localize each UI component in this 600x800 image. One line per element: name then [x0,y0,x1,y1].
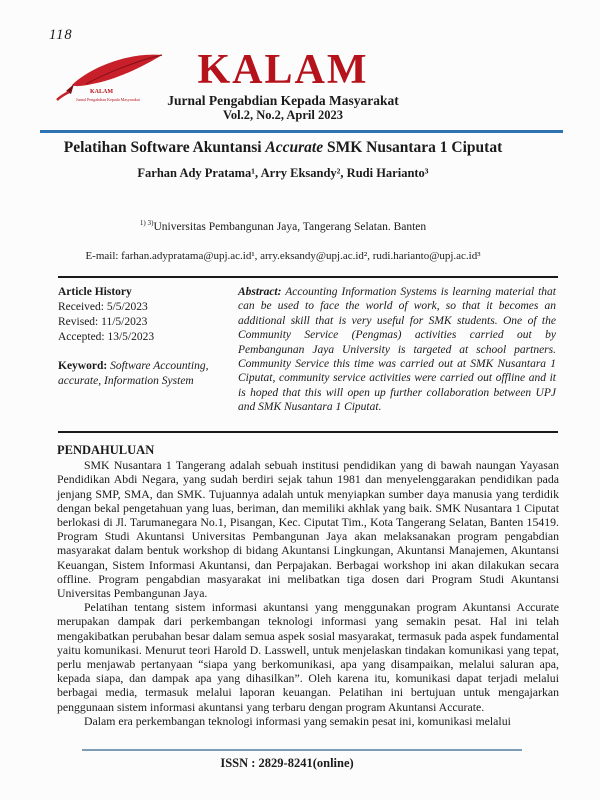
history-accepted: Accepted: 13/5/2023 [58,331,155,343]
article-history-heading: Article History [58,286,132,298]
logo-tagline: Jurnal Pengabdian Kepada Masyarakat [76,97,140,102]
body-paragraph: Pelatihan tentang sistem informasi akuntansi yang menggunakan program Akuntansi Accurate merupakan dampak dari perkembangan teknologi informasi yang semakin pesat. Hal ini telah mengakibatkan perubahan besar dalam semua aspek sosial masyarakat, termasuk pada aspek fundamental yaitu komunikasi. Menurut teori Harold D. Lasswell, untuk menjelaskan tindakan komunikasi yang tepat, perlu menjawab pertanyaan “siapa yang berkomunikasi, apa yang disampaikan, melalui saluran apa, kepada siapa, dan dampak apa yang dihasilkan”. Oleh karena itu, komunikasi dapat terjadi melalui berbagai media, termasuk melalui laporan keuangan. Pelatihan ini bertujuan untuk mengajarkan penggunaan sistem informasi akuntansi yang terbaru dengan program Akuntansi Accurate. [57,600,559,714]
article-title [0,139,566,157]
footer-divider [82,749,522,751]
article-meta-table [58,276,558,433]
body-paragraph: Dalam era perkembangan teknologi informasi yang semakin pesat ini, komunikasi melalui [84,713,511,728]
abstract-column [230,285,558,431]
keyword-label: Keyword: [58,360,108,372]
abstract-text: Accounting Information Systems is learning material that can be used to face the world of work, so that it becomes an additional skill that is very useful for SMK students. One of the Community Service (Pengmas) activities carried out by Pembangunan Jaya University is targeted at school partners. Community Service this time was carried out at SMK Nusantara 1 Ciputat, community service activities were carried out offline and it is hoped that this will open up further collaboration between UPJ and SMK Nusantara 1 Ciputat. [238,286,556,414]
abstract-label: Abstract: [238,286,282,298]
affiliation-superscript: 1) 3) [139,219,154,228]
issn-footer: ISSN : 2829-8241(online) [220,756,354,770]
author-line: Farhan Ady Pratama¹, Arry Eksandy², Rudi Harianto³ [137,166,429,180]
journal-title: KALAM [197,47,369,93]
body-paragraph: SMK Nusantara 1 Tangerang adalah sebuah institusi pendidikan yang di bawah naungan Yayasan Pendidikan Abdi Negara, yang sudah berdiri sejak tahun 1981 dan menyelenggarakan pendidikan pada jenjang SMP, SMA, dan SMK. Tujuannya adalah untuk menyiapkan sumber daya manusia yang terdidik dengan bekal pengetahuan yang luas, beriman, dan memiliki akhlak yang baik. SMK Nusantara 1 Ciputat berlokasi di Jl. Tarumanegara No.1, Pisangan, Kec. Ciputat Tim., Kota Tangerang Selatan, Banten 15419. Program Studi Akuntansi Universitas Pembangunan Jaya akan melaksanakan program pengabdian masyarakat dalam bentuk workshop di bidang Akuntansi Lingkungan, Akuntansi Manajemen, Akuntansi Keuangan, Sistem Informasi Akuntansi, dan Perpajakan. Berbagai workshop ini akan dilakukan secara offline. Program pengabdian masyarakat ini melibatkan tiga dosen dari Program Studi Akuntansi Universitas Pembangunan Jaya. [57,458,559,601]
article-title-pre: Pelatihan Software Akuntansi [63,139,262,156]
affiliation-text: Universitas Pembangunan Jaya, Tangerang Selatan. Banten [153,221,427,233]
logo-title: KALAM [90,89,113,95]
article-body [57,443,559,728]
masthead [0,47,566,123]
article-history-column [58,285,230,431]
history-revised: Revised: 11/5/2023 [58,316,148,328]
keyword-values: Software Accounting, accurate, Information System [58,360,209,387]
article-title-italic: Accurate [265,139,324,156]
journal-subtitle: Jurnal Pengabdian Kepada Masyarakat [167,93,399,108]
section-heading-pendahuluan: PENDAHULUAN [57,443,155,457]
article-title-post: SMK Nusantara 1 Ciputat [326,139,503,156]
keyword-line [58,359,230,389]
history-received: Received: 5/5/2023 [58,301,148,313]
affiliation-line [0,221,566,233]
header-divider [40,130,563,133]
journal-volume: Vol.2, No.2, April 2023 [222,108,344,122]
email-line: E-mail: farhan.adypratama@upj.ac.id¹, arry.eksandy@upj.ac.id², rudi.harianto@upj.ac.id³ [85,250,481,262]
page-number: 118 [49,27,73,43]
